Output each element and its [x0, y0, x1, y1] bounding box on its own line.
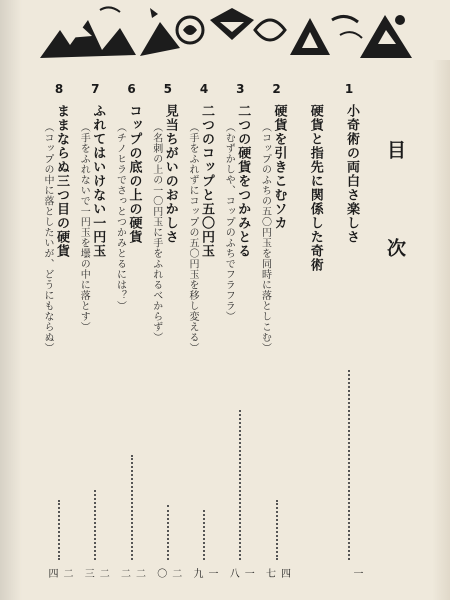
- entry-title: ままならぬ三つ目の硬貨: [54, 104, 69, 258]
- entry-title: コップの底の上の硬貨: [126, 104, 142, 244]
- page-edge: [432, 60, 450, 600]
- leader-dots: [203, 510, 205, 560]
- entry-number: 1: [344, 82, 354, 96]
- entry-page: 一八: [227, 568, 254, 578]
- entry-subtitle: （手をふれずにコップの五〇円玉を移し変える）: [187, 122, 198, 353]
- toc-entry-4: [189, 82, 219, 582]
- entry-number: 5: [163, 82, 172, 96]
- leader-dots: [348, 370, 350, 560]
- toc-entries: [44, 82, 364, 582]
- entry-page: 一九: [191, 568, 217, 578]
- toc-entry-2: [259, 82, 292, 582]
- entry-number: 6: [127, 82, 136, 96]
- entry-subtitle: （名刺の上の一〇円玉に手をふれるべからず）: [150, 122, 162, 343]
- toc-entry-6: [114, 82, 147, 582]
- leader-dots: [94, 490, 96, 560]
- toc-entry-1: [334, 82, 364, 582]
- entry-number: 4: [199, 82, 209, 96]
- toc-entry-3: [225, 82, 255, 582]
- entry-title: 見当ちがいのおかしさ: [162, 104, 178, 244]
- entry-page: 二四: [46, 568, 72, 578]
- toc-entry-7: [80, 82, 110, 582]
- leader-dots: [131, 455, 133, 560]
- entry-subtitle: （コップの中に落としたいが、どうにもならぬ）: [42, 122, 53, 353]
- leader-dots: [239, 410, 241, 560]
- entry-title: 小奇術の両白さ楽しさ: [344, 104, 359, 244]
- toc-entry-5: [150, 82, 183, 582]
- toc-title: 目 次: [384, 140, 406, 287]
- entry-subtitle: （むずかしや、コップのふちでフラフラ）: [223, 122, 235, 322]
- entry-number: 7: [91, 82, 100, 96]
- toc-entry-8: [44, 82, 74, 582]
- entry-page: 二三: [82, 568, 109, 578]
- leader-dots: [58, 500, 60, 560]
- entry-subtitle: （チノヒラでさっとつかみとるには？）: [114, 122, 126, 311]
- entry-subtitle: （コップのふちの五〇円玉を同時に落としこむ）: [259, 122, 271, 353]
- leader-dots: [276, 500, 278, 560]
- entry-number: 8: [54, 82, 64, 96]
- binding-shadow: [0, 0, 22, 600]
- entry-page: 四七: [263, 568, 290, 578]
- entry-title: 硬貨を引きこむソカ: [271, 104, 287, 230]
- entry-title: 二つの硬貨をつかみとる: [235, 104, 251, 258]
- entry-number: 3: [236, 82, 245, 96]
- ornament-illustration: [40, 0, 420, 60]
- entry-page: 二〇: [154, 568, 181, 578]
- entry-page: 二二: [118, 568, 145, 578]
- header-decoration: [40, 0, 420, 60]
- entry-page: 一: [351, 568, 362, 578]
- entry-title: 二つのコップと五〇円玉: [199, 104, 214, 258]
- toc-chapter: [298, 82, 328, 582]
- chapter-title: 硬貨と指先に関係した奇術: [307, 104, 323, 272]
- entry-subtitle: （手をふれないで一円玉を壜の中に落とす）: [78, 122, 90, 332]
- entry-number: 2: [272, 82, 281, 96]
- entry-title: ふれてはいけない一円玉: [90, 104, 106, 258]
- leader-dots: [167, 505, 169, 560]
